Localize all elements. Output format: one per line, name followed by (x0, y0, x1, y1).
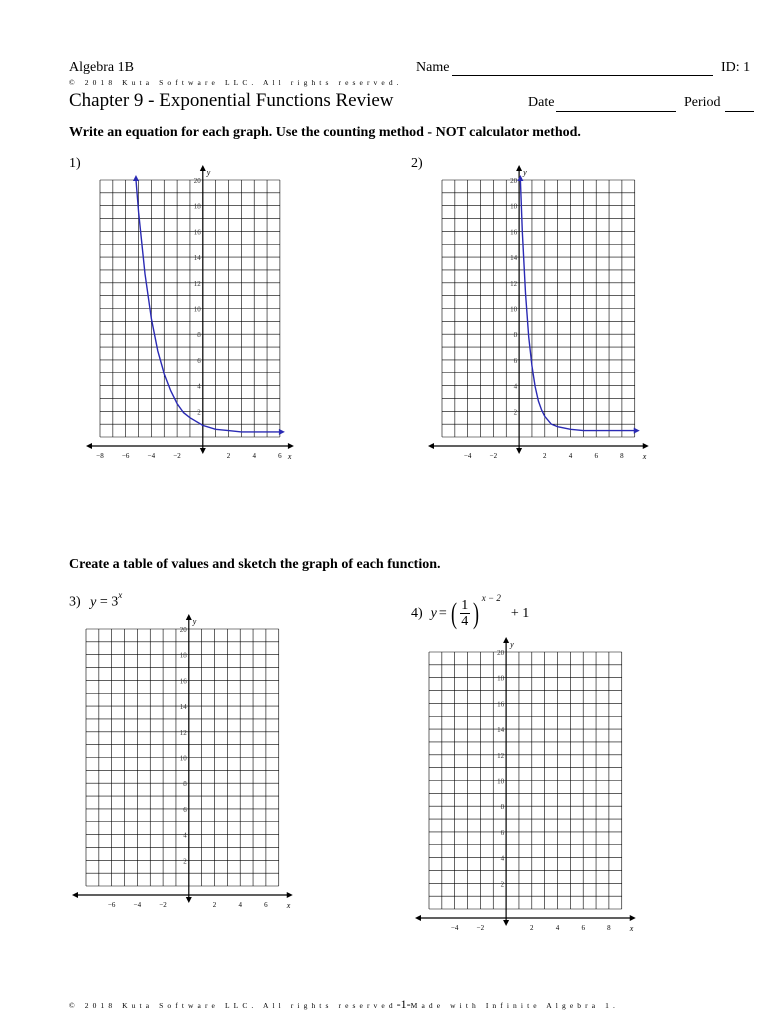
x-tick-label: 6 (278, 452, 282, 460)
y-tick-label: 16 (179, 677, 187, 686)
x-tick-label: −8 (96, 452, 104, 460)
problem-1-number: 1) (69, 156, 81, 171)
x-tick-label: 8 (607, 924, 611, 932)
eq4-lhs: y (430, 605, 437, 621)
problem-4-number: 4) (411, 605, 423, 621)
y-tick-label: 18 (510, 202, 518, 211)
x-tick-label: 6 (594, 452, 598, 460)
x-tick-label: 2 (212, 901, 217, 909)
x-tick-label: 4 (252, 452, 256, 460)
y-axis-label: y (523, 168, 527, 177)
y-tick-label: 8 (197, 331, 201, 340)
y-axis-label: y (192, 617, 197, 626)
problem-3-equation: 3) $y = 3^x$ (69, 590, 123, 610)
y-tick-label: 12 (497, 751, 505, 760)
y-tick-label: 20 (510, 177, 518, 185)
y-tick-label: 10 (497, 777, 505, 786)
y-tick-label: 18 (497, 674, 505, 683)
x-tick-label: 4 (568, 452, 573, 460)
x-tick-label: −2 (159, 901, 167, 909)
x-tick-label: 2 (226, 452, 231, 460)
y-tick-label: 12 (510, 279, 518, 288)
eq3-exponent: x (118, 590, 123, 600)
y-axis-label: y (206, 168, 211, 177)
footer (69, 997, 619, 1012)
footer-copyright: © 2018 Kuta Software LLC. All rights reserved (69, 1001, 397, 1010)
x-axis-label: x (642, 452, 647, 461)
y-tick-label: 4 (197, 382, 201, 391)
y-tick-label: 18 (193, 202, 201, 211)
page-title: Chapter 9 - Exponential Functions Review (69, 90, 394, 111)
x-tick-label: 2 (543, 452, 547, 460)
y-tick-label: 10 (193, 305, 201, 314)
x-tick-label: 6 (264, 901, 268, 909)
period-label: Period (684, 95, 721, 110)
y-tick-label: 2 (183, 857, 187, 866)
y-tick-label: 8 (500, 803, 505, 812)
y-tick-label: 8 (513, 331, 518, 340)
y-tick-label: 8 (183, 780, 187, 789)
y-tick-label: 4 (513, 382, 518, 391)
y-tick-label: 2 (500, 880, 505, 889)
y-tick-label: 16 (497, 700, 505, 709)
eq4-frac-denominator: 4 (461, 614, 469, 629)
y-tick-label: 20 (193, 177, 201, 185)
section-1-instruction: Write an equation for each graph. Use the counting method - NOT calculator method. (69, 125, 581, 140)
y-tick-label: 6 (500, 828, 505, 837)
x-axis-label: x (287, 452, 292, 461)
page-number: -1- (396, 997, 411, 1011)
problem-4-equation: 4) y = ( 1 4 ) x − 2 + 1 (411, 592, 530, 630)
x-axis-label: x (286, 901, 291, 910)
section-2-instruction: Create a table of values and sketch the graph of each function. (69, 557, 441, 572)
x-tick-label: −4 (147, 452, 156, 460)
copyright-notice: © 2018 Kuta Software LLC. All rights reserved. (69, 78, 403, 87)
y-axis-label: y (510, 640, 514, 649)
x-tick-label: 8 (620, 452, 624, 460)
y-tick-label: 2 (197, 408, 201, 417)
eq3-base: 3 (111, 594, 119, 610)
x-tick-label: 6 (581, 924, 585, 932)
y-tick-label: 4 (500, 854, 505, 863)
x-tick-label: 4 (555, 924, 560, 932)
x-tick-label: −4 (463, 452, 472, 460)
problem-3-number: 3) (69, 594, 81, 610)
y-tick-label: 12 (193, 279, 201, 288)
course-name: Algebra 1B (69, 60, 134, 75)
eq4-plus-term: + 1 (510, 605, 530, 621)
y-tick-label: 16 (193, 228, 201, 237)
y-tick-label: 6 (197, 356, 201, 365)
problem-2-number: 2) (411, 156, 423, 171)
x-axis-arrow-left (415, 915, 421, 921)
y-axis-arrow-bottom (503, 920, 509, 926)
x-tick-label: −4 (450, 924, 459, 932)
x-tick-label: −2 (173, 452, 181, 460)
x-axis-arrow-right (630, 915, 636, 921)
date-label: Date (528, 95, 555, 110)
id-label: ID: 1 (721, 60, 751, 75)
y-tick-label: 20 (497, 649, 505, 657)
y-tick-label: 12 (179, 728, 187, 737)
y-tick-label: 14 (497, 726, 505, 735)
y-tick-label: 14 (179, 703, 187, 712)
y-tick-label: 14 (193, 254, 201, 263)
x-axis-label: x (629, 924, 634, 933)
y-tick-label: 10 (510, 305, 518, 314)
x-tick-label: 4 (238, 901, 242, 909)
y-tick-label: 20 (179, 626, 187, 634)
x-tick-label: −2 (489, 452, 498, 460)
x-tick-label: −6 (107, 901, 116, 909)
y-tick-label: 2 (513, 408, 518, 417)
y-tick-label: 10 (179, 754, 187, 763)
eq4-frac-numerator: 1 (461, 598, 469, 613)
x-tick-label: −6 (121, 452, 130, 460)
x-tick-label: −4 (133, 901, 142, 909)
y-tick-label: 6 (513, 356, 518, 365)
footer-made-with: Made with Infinite Algebra 1. (410, 1001, 619, 1010)
y-tick-label: 14 (510, 254, 518, 263)
eq4-exponent: x − 2 (481, 592, 501, 603)
y-tick-label: 18 (179, 651, 187, 660)
name-label: Name (416, 60, 450, 75)
y-tick-label: 6 (183, 805, 187, 814)
y-tick-label: 16 (510, 228, 518, 237)
x-tick-label: 2 (530, 924, 534, 932)
eq3-lhs: y (90, 594, 97, 610)
x-tick-label: −2 (476, 924, 485, 932)
y-tick-label: 4 (183, 831, 187, 840)
y-axis-arrow-top (503, 637, 509, 643)
